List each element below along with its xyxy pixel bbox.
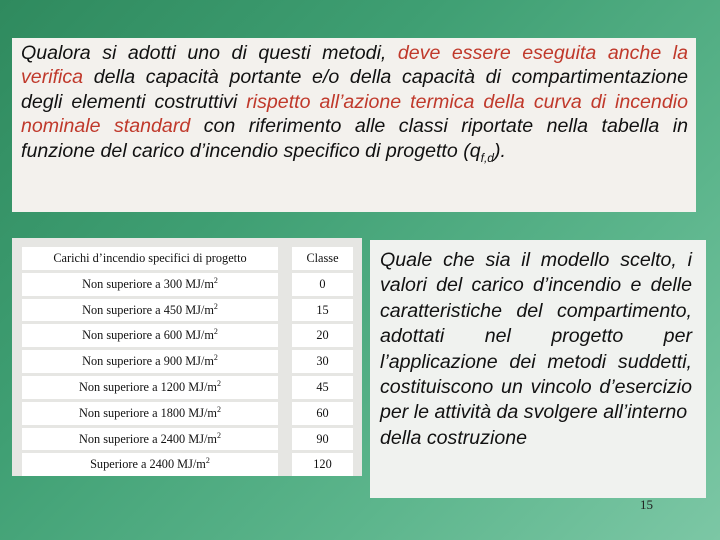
class-cell: 45 <box>292 376 353 399</box>
table-row <box>18 273 358 296</box>
header-class-label: Classe <box>292 247 353 270</box>
note-text-box <box>370 240 706 498</box>
intro-highlight-thermal-action: rispetto all’azione termica della curva di incendio nominale standard <box>21 90 688 138</box>
class-cell: 60 <box>292 402 353 425</box>
class-cell: 90 <box>292 428 353 451</box>
load-cell: Non superiore a 450 $MJ/m^2$ <box>22 299 278 322</box>
load-cell: Non superiore a 900 $MJ/m^2$ <box>22 350 278 373</box>
load-cell: Non superiore a 1800 $MJ/m^2$ <box>22 402 278 425</box>
table-row <box>18 350 358 373</box>
fire-load-table <box>18 244 358 479</box>
table-row <box>18 453 358 476</box>
class-cell: 15 <box>292 299 353 322</box>
note-last-line: della costruzione <box>380 426 528 449</box>
table-row <box>18 428 358 451</box>
load-cell: Non superiore a 600 $MJ/m^2$ <box>22 324 278 347</box>
intro-text-part-1: Qualora si adotti uno di questi metodi, <box>21 42 398 64</box>
table-header-row <box>18 247 358 270</box>
table-row <box>18 402 358 425</box>
load-cell: Non superiore a 300 $MJ/m^2$ <box>22 273 278 296</box>
table-row <box>18 324 358 347</box>
intro-text-box <box>12 38 696 212</box>
intro-text-part-3: della capacità portante e/o della capacità di compartimentazione degli elementi costruttivi <box>21 66 688 113</box>
header-load-label: Carichi d’incendio specifici di progetto <box>22 247 278 270</box>
class-cell: 0 <box>292 273 353 296</box>
table-row <box>18 299 358 322</box>
intro-highlight-verification: deve essere eseguita anche la verifica <box>21 42 688 89</box>
class-cell: 120 <box>292 453 353 476</box>
load-cell: Non superiore a 1200 $MJ/m^2$ <box>22 376 278 399</box>
load-cell: Superiore a 2400 $MJ/m^2$ <box>22 453 278 476</box>
intro-text-part-5: con riferimento alle classi riportate nella tabella in funzione del carico d’incendio specifico di progetto (q <box>21 115 688 162</box>
header-class-cell <box>282 247 358 270</box>
load-cell: Non superiore a 2400 $MJ/m^2$ <box>22 428 278 451</box>
class-cell: 20 <box>292 324 353 347</box>
fire-load-table-panel <box>12 238 362 476</box>
class-cell: 30 <box>292 350 353 373</box>
note-body: Quale che sia il modello scelto, i valori del carico d’incendio e delle caratteristiche del compartimento, adottati nel progetto per l’applicazione dei metodi suddetti, costituiscono un vincolo d’esercizio per le attività da svolgere all’interno <box>380 249 692 424</box>
table-row <box>18 376 358 399</box>
header-load-cell <box>18 247 282 270</box>
intro-subscript: f,d <box>480 150 494 165</box>
intro-text-part-6: ). <box>493 139 506 162</box>
page-number: 15 <box>640 497 653 512</box>
